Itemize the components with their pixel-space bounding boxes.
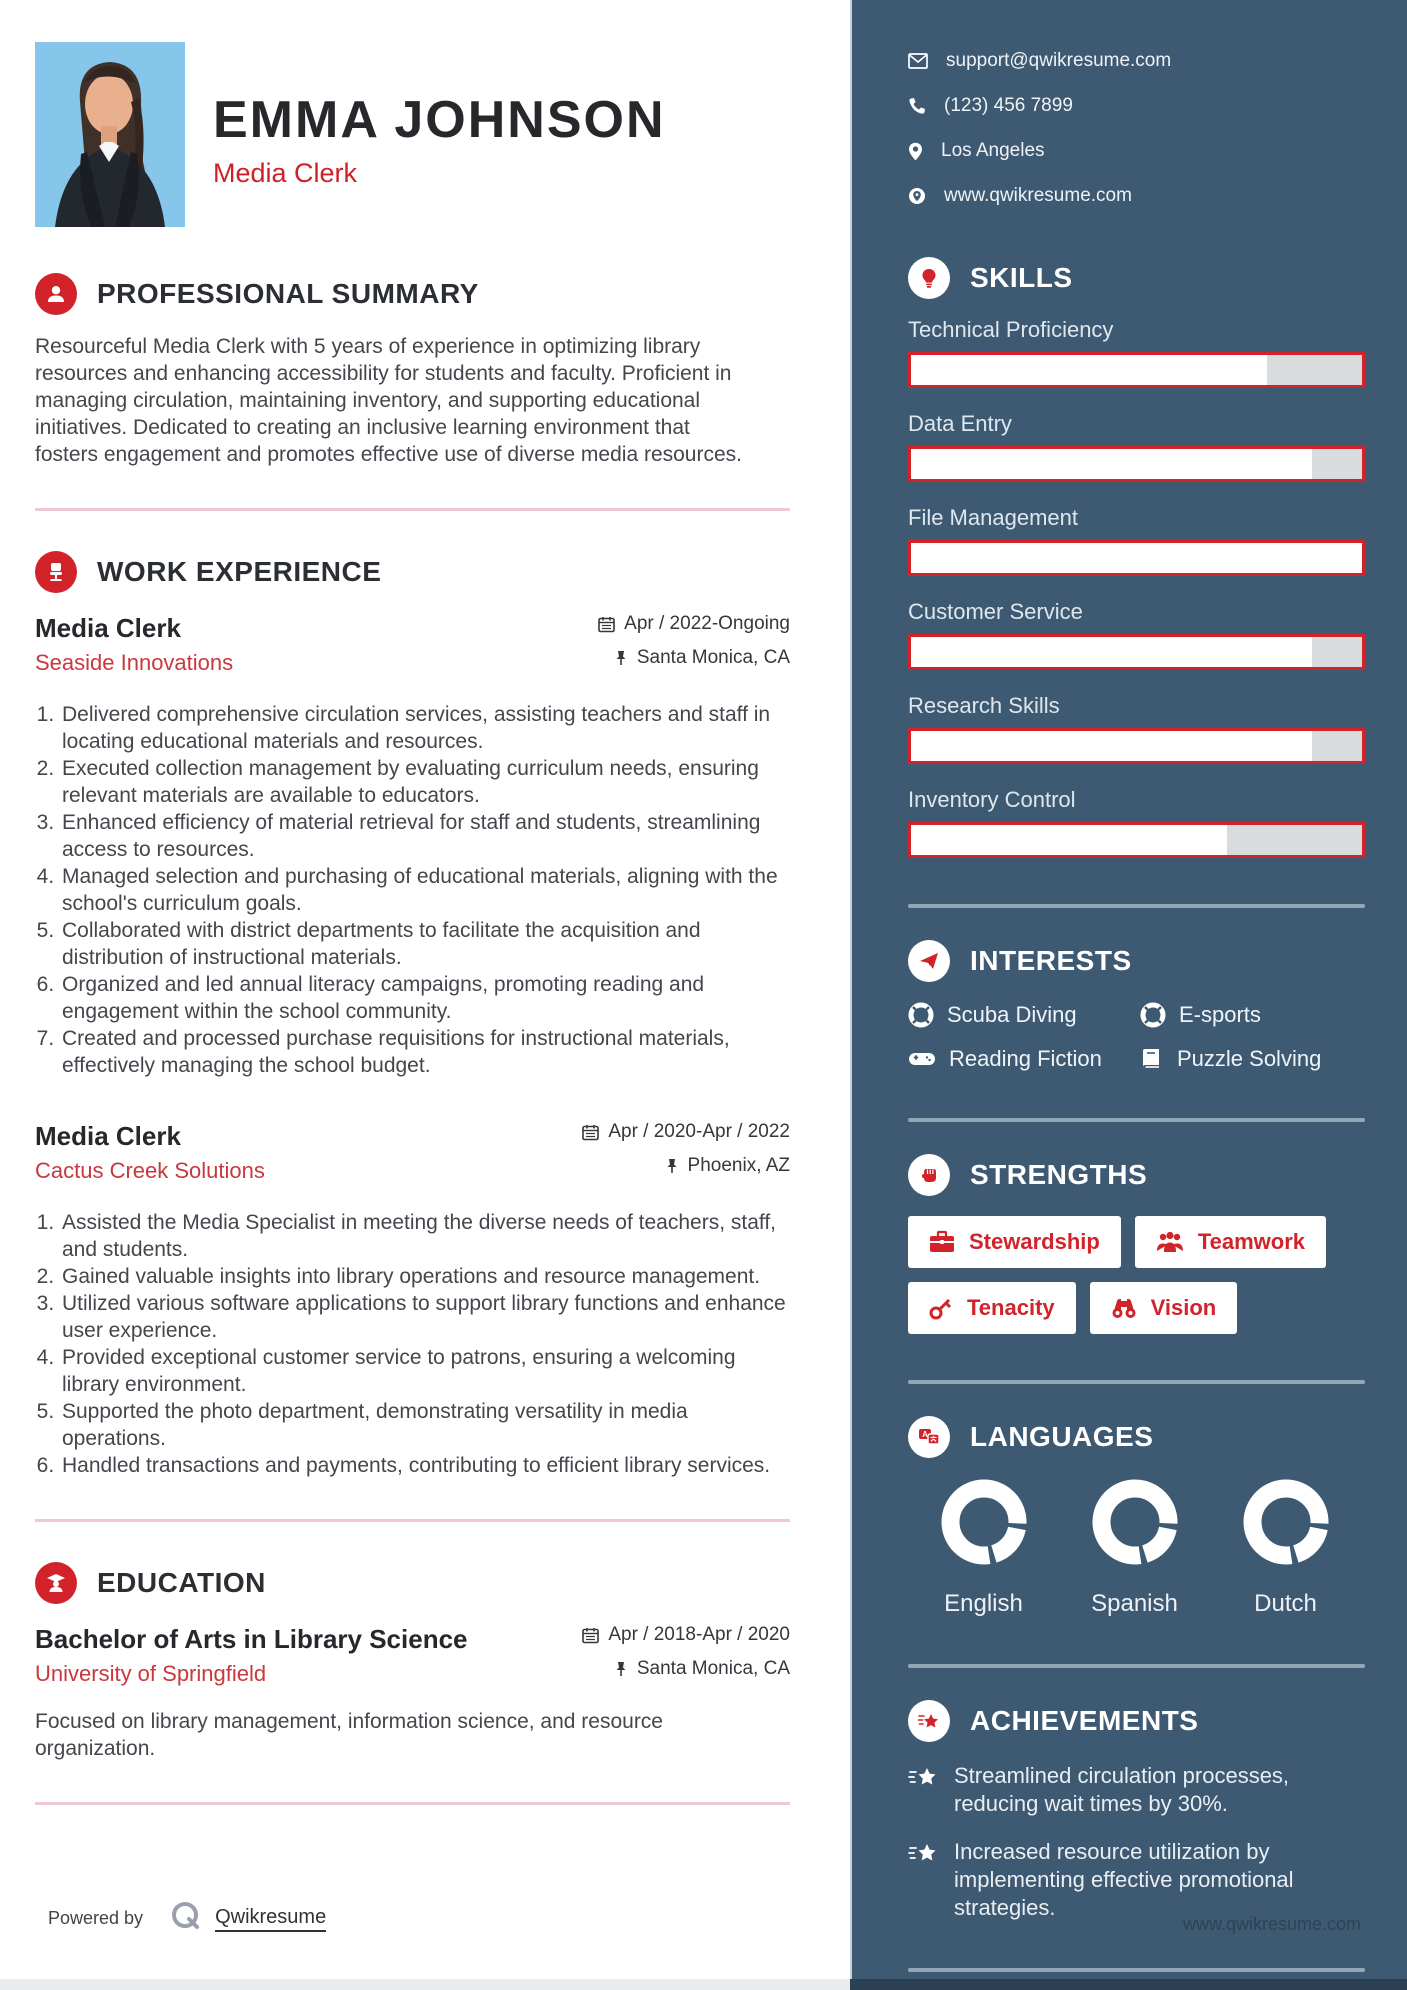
sidebar-divider: [908, 1664, 1365, 1668]
job-bullet: 2. Executed collection management by evaluating curriculum needs, ensuring relevant materials are available to educators.: [60, 755, 790, 809]
job-bullet: 6. Handled transactions and payments, contributing to efficient library services.: [60, 1452, 790, 1479]
achievements-title: ACHIEVEMENTS: [970, 1705, 1199, 1736]
life-ring-icon: [1140, 1002, 1166, 1028]
powered-by-footer: [48, 1899, 326, 1938]
profile-photo-illustration: [35, 42, 185, 227]
job-entry: [35, 613, 790, 1079]
skill-item: [908, 411, 1365, 482]
sidebar-footer-website[interactable]: www.qwikresume.com: [1182, 1914, 1361, 1934]
achievements-heading: [908, 1700, 1365, 1742]
language-donut-chart: [1089, 1476, 1181, 1568]
contact-email-row: [908, 50, 1365, 72]
person-icon: [35, 273, 77, 315]
contact-website-row: [908, 185, 1365, 207]
job-bullet: 1. Assisted the Media Specialist in meeting the diverse needs of teachers, staff, and students.: [60, 1209, 790, 1263]
interest-list: [908, 1002, 1365, 1072]
section-divider: [35, 508, 790, 511]
skill-name: File Management: [908, 505, 1078, 530]
language-label: English: [944, 1590, 1023, 1617]
shooting-star-icon: [908, 1764, 938, 1792]
envelope-icon: [908, 53, 928, 69]
candidate-name: EMMA JOHNSON: [213, 91, 666, 149]
summary-heading: [35, 273, 790, 315]
skill-item: [908, 317, 1365, 388]
skill-name: Data Entry: [908, 411, 1012, 436]
achievement-list: [908, 1762, 1365, 1922]
sidebar-divider: [908, 1380, 1365, 1384]
job-bullet: 4. Managed selection and purchasing of educational materials, aligning with the school's curriculum goals.: [60, 863, 790, 917]
skills-heading: [908, 257, 1365, 299]
job-bullet: 2. Gained valuable insights into library operations and resource management.: [60, 1263, 790, 1290]
summary-text: Resourceful Media Clerk with 5 years of experience in optimizing library resources and enhancing accessibility for students and faculty. Proficient in managing circulation, maintaining inventory, and supporting educational initiatives. Dedicated to creating an inclusive learning environment that fosters engagement and promotes effective use of diverse media resources.: [35, 335, 742, 466]
sidebar-divider: [908, 1118, 1365, 1122]
education-dates: Apr / 2018-Apr / 2020: [608, 1624, 790, 1645]
interest-item: [1140, 1046, 1365, 1072]
interest-label: Scuba Diving: [947, 1002, 1077, 1027]
skill-bar: [908, 540, 1365, 576]
shooting-star-icon: [908, 1840, 938, 1868]
phone-icon: [908, 97, 926, 115]
strengths-title: STRENGTHS: [970, 1159, 1148, 1190]
education-heading: [35, 1562, 790, 1604]
strength-label: Stewardship: [969, 1229, 1100, 1254]
education-description: Focused on library management, information science, and resource organization.: [35, 1710, 663, 1760]
skills-title: SKILLS: [970, 262, 1073, 293]
skill-item: [908, 505, 1365, 576]
strength-label: Teamwork: [1197, 1229, 1305, 1254]
translate-icon: [908, 1416, 950, 1458]
skill-item: [908, 787, 1365, 858]
page-bottom-edge: [850, 1979, 1407, 1990]
interests-title: INTERESTS: [970, 945, 1132, 976]
job-bullet: 6. Organized and led annual literacy campaigns, promoting reading and engagement within the school community.: [60, 971, 790, 1025]
contact-website[interactable]: www.qwikresume.com: [944, 185, 1132, 206]
life-ring-icon: [908, 1002, 934, 1028]
skill-bar-fill: [911, 449, 1312, 479]
skill-bar-fill: [911, 825, 1227, 855]
interest-item: [908, 1002, 1140, 1028]
language-item: [908, 1476, 1059, 1618]
skill-bar-fill: [911, 637, 1312, 667]
team-icon: [1156, 1231, 1184, 1253]
candidate-title: Media Clerk: [213, 158, 358, 188]
language-item: [1210, 1476, 1361, 1618]
calendar-icon: [582, 1124, 599, 1141]
language-item: [1059, 1476, 1210, 1618]
lightbulb-icon: [908, 257, 950, 299]
language-list: [908, 1476, 1365, 1618]
page-bottom-edge: [0, 1979, 850, 1990]
job-bullet-list: [35, 701, 790, 1079]
job-bullet: 7. Created and processed purchase requisitions for instructional materials, effectively managing the school budget.: [60, 1025, 790, 1079]
office-chair-icon: [35, 551, 77, 593]
pushpin-icon: [614, 1661, 628, 1677]
job-dates: Apr / 2020-Apr / 2022: [608, 1121, 790, 1142]
job-bullet: 5. Supported the photo department, demonstrating versatility in media operations.: [60, 1398, 790, 1452]
experience-heading: [35, 551, 790, 593]
education-location: Santa Monica, CA: [636, 1658, 790, 1679]
skill-bar: [908, 634, 1365, 670]
contact-phone[interactable]: (123) 456 7899: [944, 95, 1073, 116]
binoculars-icon: [1111, 1297, 1137, 1319]
skill-name: Research Skills: [908, 693, 1060, 718]
sidebar-divider: [908, 1968, 1365, 1972]
identity-block: [35, 42, 790, 227]
skill-bar: [908, 446, 1365, 482]
skill-bar: [908, 352, 1365, 388]
strength-list: [908, 1216, 1365, 1334]
job-bullet-list: [35, 1209, 790, 1479]
globe-pin-icon: [908, 187, 926, 205]
strength-label: Tenacity: [967, 1295, 1055, 1320]
skill-list: [908, 317, 1365, 858]
strength-chip: [908, 1282, 1076, 1334]
contact-location-row: [908, 140, 1365, 162]
job-bullet: 5. Collaborated with district departments to facilitate the acquisition and distribution of instructional materials.: [60, 917, 790, 971]
achievement-item: [908, 1762, 1365, 1818]
summary-title: PROFESSIONAL SUMMARY: [97, 278, 479, 309]
key-icon: [929, 1296, 953, 1320]
gamepad-icon: [908, 1049, 936, 1069]
section-divider: [35, 1802, 790, 1805]
skill-bar-fill: [911, 355, 1267, 385]
graduate-icon: [35, 1562, 77, 1604]
shooting-star-icon: [908, 1700, 950, 1742]
svg-text:A: A: [922, 1430, 928, 1439]
education-entry: [35, 1624, 790, 1762]
strength-chip: [908, 1216, 1121, 1268]
contact-phone-row: [908, 95, 1365, 117]
strength-chip: [1090, 1282, 1238, 1334]
interest-item: [908, 1046, 1140, 1072]
language-donut-chart: [938, 1476, 1030, 1568]
language-donut-chart: [1240, 1476, 1332, 1568]
skill-item: [908, 599, 1365, 670]
education-title: EDUCATION: [97, 1567, 266, 1598]
skill-bar-fill: [911, 543, 1362, 573]
achievement-text: Increased resource utilization by implementing effective promotional strategies.: [954, 1839, 1294, 1920]
strength-label: Vision: [1150, 1295, 1217, 1320]
calendar-icon: [582, 1627, 599, 1644]
book-icon: [1140, 1047, 1164, 1071]
job-dates: Apr / 2022-Ongoing: [624, 613, 790, 634]
identity-text: [213, 42, 666, 227]
job-company: Cactus Creek Solutions: [35, 1158, 265, 1183]
languages-title: LANGUAGES: [970, 1421, 1154, 1452]
fist-icon: [908, 1154, 950, 1196]
interest-item: [1140, 1002, 1365, 1028]
powered-by-label: Powered by: [48, 1908, 144, 1928]
sidebar-divider: [908, 904, 1365, 908]
job-entry: [35, 1121, 790, 1479]
skill-name: Customer Service: [908, 599, 1083, 624]
interests-heading: [908, 940, 1365, 982]
briefcase-icon: [929, 1230, 955, 1254]
qwikresume-logo-icon: [169, 1899, 203, 1938]
interest-label: E-sports: [1179, 1002, 1261, 1027]
job-title: Media Clerk: [35, 1121, 181, 1151]
job-bullet: 3. Enhanced efficiency of material retrieval for staff and students, streamlining access to resources.: [60, 809, 790, 863]
job-bullet: 1. Delivered comprehensive circulation services, assisting teachers and staff in locating educational materials and resources.: [60, 701, 790, 755]
job-bullet: 4. Provided exceptional customer service to patrons, ensuring a welcoming library environment.: [60, 1344, 790, 1398]
calendar-icon: [598, 616, 615, 633]
strength-chip: [1135, 1216, 1326, 1268]
skill-item: [908, 693, 1365, 764]
school: University of Springfield: [35, 1661, 267, 1686]
paper-plane-icon: [908, 940, 950, 982]
qwikresume-link[interactable]: Qwikresume: [215, 1906, 326, 1932]
interest-label: Reading Fiction: [949, 1046, 1102, 1071]
job-location: Phoenix, AZ: [687, 1155, 790, 1176]
skill-bar: [908, 822, 1365, 858]
skill-bar-fill: [911, 731, 1312, 761]
degree: Bachelor of Arts in Library Science: [35, 1624, 468, 1654]
skill-name: Inventory Control: [908, 787, 1076, 812]
section-divider: [35, 1519, 790, 1522]
job-location: Santa Monica, CA: [636, 647, 790, 668]
language-label: Dutch: [1254, 1590, 1317, 1617]
job-company: Seaside Innovations: [35, 650, 234, 675]
skill-bar: [908, 728, 1365, 764]
pushpin-icon: [614, 650, 628, 666]
sidebar: [850, 0, 1407, 1990]
profile-photo: [35, 42, 185, 227]
map-pin-icon: [908, 142, 923, 161]
experience-title: WORK EXPERIENCE: [97, 556, 382, 587]
contact-email[interactable]: support@qwikresume.com: [946, 50, 1172, 71]
job-title: Media Clerk: [35, 613, 181, 643]
skill-name: Technical Proficiency: [908, 317, 1114, 342]
achievement-text: Streamlined circulation processes, reducing wait times by 30%.: [954, 1763, 1290, 1816]
job-bullet: 3. Utilized various software applications to support library functions and enhance user experience.: [60, 1290, 790, 1344]
language-label: Spanish: [1091, 1590, 1178, 1617]
pushpin-icon: [665, 1158, 679, 1174]
contact-location: Los Angeles: [941, 140, 1045, 161]
achievement-item: [908, 1838, 1365, 1922]
interest-label: Puzzle Solving: [1177, 1046, 1322, 1071]
languages-heading: [908, 1416, 1365, 1458]
strengths-heading: [908, 1154, 1365, 1196]
